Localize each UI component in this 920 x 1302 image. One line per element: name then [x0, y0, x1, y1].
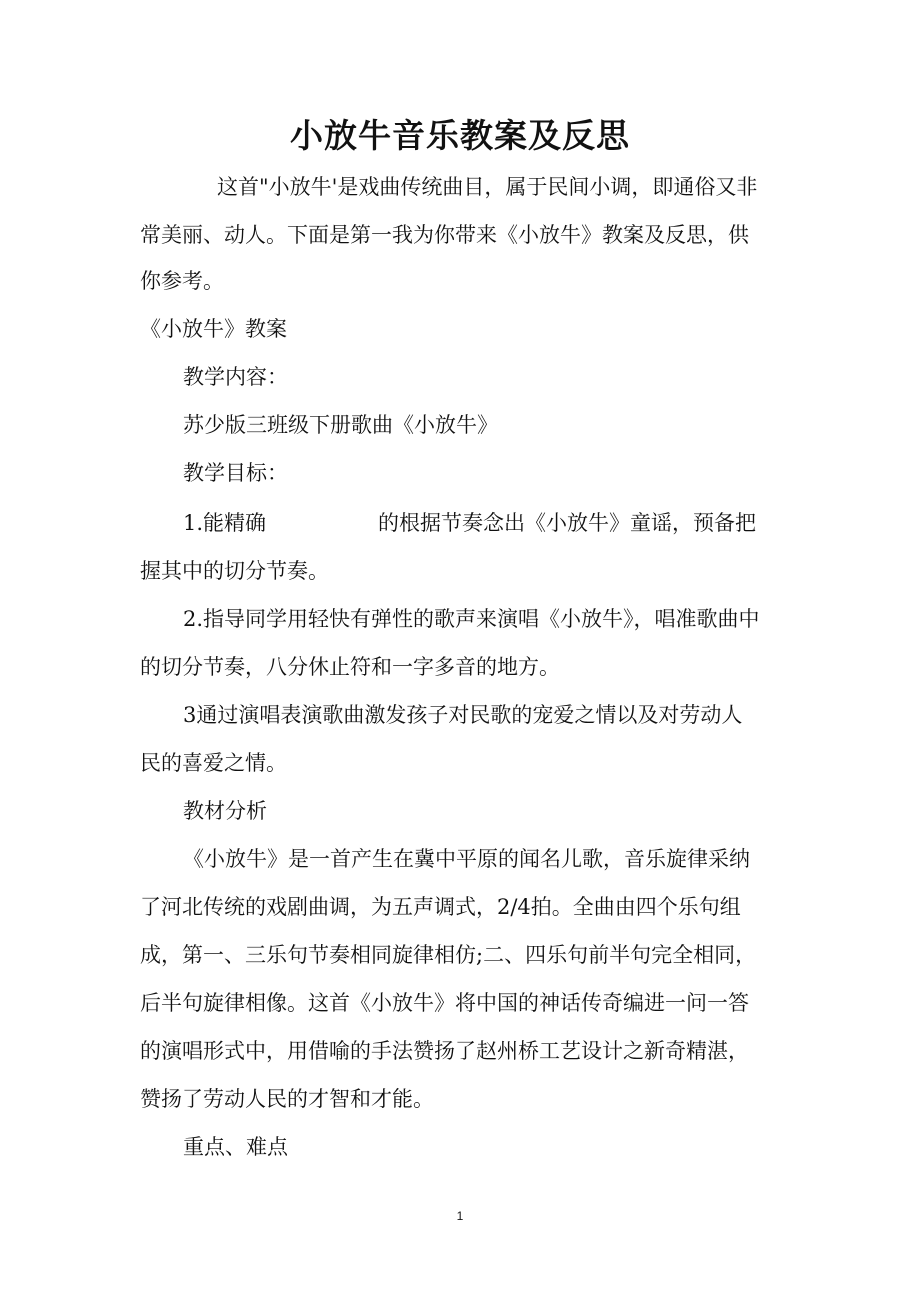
intro-line-3: 你参考。	[140, 269, 224, 293]
goal-3-line-2: 民的喜爱之情。	[140, 751, 287, 775]
analysis-line-4: 后半句旋律相像。这首《小放牛》将中国的神话传奇编进一问一答	[140, 991, 749, 1015]
analysis-line-2: 了河北传统的戏剧曲调，为五声调式，2/4拍。全曲由四个乐句组	[140, 895, 741, 919]
section-heading: 《小放牛》教案	[140, 317, 287, 341]
intro-line-2: 常美丽、动人。下面是第一我为你带来《小放牛》教案及反思，供	[140, 223, 749, 247]
content-value: 苏少版三班级下册歌曲《小放牛》	[183, 413, 498, 437]
goals-label: 教学目标：	[183, 461, 288, 485]
goal-1-part-b: 的根据节奏念出《小放牛》童谣，预备把	[378, 511, 756, 535]
goal-1-line-2: 握其中的切分节奏。	[140, 559, 329, 583]
key-points-label: 重点、难点	[183, 1135, 288, 1159]
analysis-line-1: 《小放牛》是一首产生在冀中平原的闻名儿歌，音乐旋律采纳	[183, 847, 750, 871]
analysis-line-6: 赞扬了劳动人民的才智和才能。	[140, 1087, 434, 1111]
goal-1-part-a: 1.能精确	[183, 511, 267, 535]
goal-3-line-1: 3通过演唱表演歌曲激发孩子对民歌的宠爱之情以及对劳动人	[183, 703, 743, 727]
analysis-line-3: 成，第一、三乐句节奏相同旋律相仿;二、四乐句前半句完全相同，	[140, 943, 757, 967]
analysis-label: 教材分析	[183, 799, 267, 823]
page-title: 小放牛音乐教案及反思	[290, 116, 630, 155]
intro-line-1: 这首"小放牛'是戏曲传统曲目，属于民间小调，即通俗又非	[217, 175, 758, 199]
content-label: 教学内容：	[183, 365, 288, 389]
page-number: 1	[456, 1209, 464, 1223]
analysis-line-5: 的演唱形式中，用借喻的手法赞扬了赵州桥工艺设计之新奇精湛，	[140, 1039, 749, 1063]
goal-2-line-2: 的切分节奏，八分休止符和一字多音的地方。	[140, 655, 560, 679]
goal-2-line-1: 2.指导同学用轻快有弹性的歌声来演唱《小放牛》，唱准歌曲中	[183, 607, 760, 631]
